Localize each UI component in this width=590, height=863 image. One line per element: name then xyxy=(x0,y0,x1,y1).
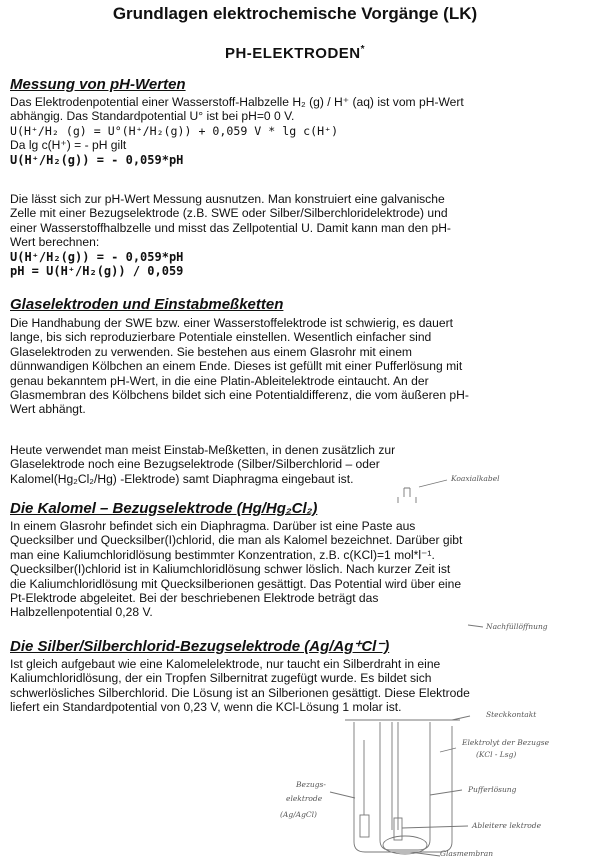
text-line: Zelle mit einer Bezugselektrode (z.B. SWE oder Silber/Silberchloridelektrode) und xyxy=(10,206,448,221)
heading-kalomel: Die Kalomel – Bezugselektrode (Hg/Hg₂Cl₂) xyxy=(10,500,318,517)
text-line: Ist gleich aufgebaut wie eine Kalomelelektrode, nur taucht ein Silberdraht in eine xyxy=(10,657,441,671)
formula-line-bold: U(H⁺/H₂(g)) = - 0,059*pH xyxy=(10,152,184,167)
text-line: einer Wasserstoffhalbzelle und misst das Zellpotential U. Damit kann man den pH- xyxy=(10,220,451,235)
formula-line-bold: pH = U(H⁺/H₂(g)) / 0,059 xyxy=(10,264,184,279)
text-line: Halbzellenpotential 0,28 V. xyxy=(10,605,153,620)
text-line: Quecksilber und Quecksilber(I)chlorid, die man als Kalomel bezeichnet. Darüber gibt xyxy=(10,533,463,548)
text-line: Glasmembran des Kölbchens bildet sich eine Potentialdifferenz, die vom äußeren pH- xyxy=(10,388,469,403)
text-line: schwerlösliches Silberchlorid. Die Lösung ist an Silberionen gesättigt. Diese Elektrode xyxy=(10,685,470,700)
label-ableitelektrode: Ableitere lektrode xyxy=(472,821,542,830)
label-kcl: (KCl - Lsg) xyxy=(476,750,517,759)
text-line: Kalomel(Hg₂Cl₂/Hg) -Elektrode) samt Diaphragma eingebaut ist. xyxy=(10,471,354,486)
text-line: In einem Glasrohr befindet sich ein Diaphragma. Darüber ist eine Paste aus xyxy=(10,519,416,533)
label-line-koaxialkabel xyxy=(419,480,447,487)
heading-messung: Messung von pH-Werten xyxy=(10,76,186,93)
label-line-bezugs xyxy=(330,792,355,798)
text-line: Da lg c(H⁺) = - pH gilt xyxy=(10,138,127,153)
label-bezugs: Bezugs- xyxy=(296,780,326,789)
label-line-puffer xyxy=(430,790,462,795)
cable-stub xyxy=(404,488,410,497)
heading-glaselektroden: Glaselektroden und Einstabmeßketten xyxy=(10,296,284,313)
label-nachfuell: Nachfüllöffnung xyxy=(486,622,548,631)
text-line: Glaselektroden zu verwenden. Sie bestehen aus einem Glasrohr mit einem xyxy=(10,344,412,359)
text-line: Die lässt sich zur pH-Wert Messung ausnutzen. Man konstruiert eine galvanische xyxy=(10,192,445,206)
text-line: man eine Kaliumchloridlösung bestimmter Konzentration, z.B. c(KCl)=1 mol*l⁻¹. xyxy=(10,547,435,562)
label-line-elektrolyt xyxy=(440,748,456,752)
glass-bulb xyxy=(383,836,427,854)
label-line-ableit xyxy=(402,826,468,828)
text-line: Wert berechnen: xyxy=(10,235,100,250)
label-line-steckkontakt xyxy=(452,716,470,720)
label-agagcl: (Ag/AgCl) xyxy=(280,810,317,819)
subtitle-text: PH-ELEKTRODEN xyxy=(224,45,361,62)
text-line: dünnwandigen Kölbchen an einem Ende. Dieses ist gefüllt mit einer Pufferlösung mit xyxy=(10,359,463,374)
text-line: Die Handhabung der SWE bzw. einer Wasserstoffelektrode ist schwierig, es dauert xyxy=(10,316,453,330)
text-line: Heute verwendet man meist Einstab-Meßketten, in denen zusätzlich zur xyxy=(10,443,396,457)
subtitle-mark: * xyxy=(360,44,366,55)
cable-housing xyxy=(398,497,416,503)
heading-silber: Die Silber/Silberchlorid-Bezugselektrode (Ag/Ag⁺Cl⁻) xyxy=(10,638,390,655)
label-elektrolyt: Elektrolyt der Bezugse xyxy=(462,738,550,747)
label-line-nachfuell xyxy=(468,625,483,627)
label-glasmembran: Glasmembran xyxy=(440,849,494,858)
wire xyxy=(392,722,398,830)
text-line: Glaselektrode noch eine Bezugselektrode (Silber/Silberchlorid – oder xyxy=(10,457,380,472)
text-line: genau bekanntem pH-Wert, in die eine Platin-Ableitelektrode eintaucht. An der xyxy=(10,373,429,388)
page-title: Grundlagen elektrochemische Vorgänge (LK) xyxy=(112,4,478,23)
formula-line-bold: U(H⁺/H₂(g)) = - 0,059*pH xyxy=(10,249,184,264)
text-line: liefert ein Standardpotential von 0,23 V, wenn die KCl-Lösung 1 molar ist. xyxy=(10,700,402,715)
label-elektrode: elektrode xyxy=(286,794,323,803)
text-line: Pt-Elektrode abgeleitet. Bei der beschriebenen Elektrode beträgt das xyxy=(10,591,379,606)
text-line: Das Elektrodenpotential einer Wasserstoff-Halbzelle H₂ (g) / H⁺ (aq) ist vom pH-Wert xyxy=(10,95,464,109)
label-pufferloesung: Pufferlösung xyxy=(468,785,517,794)
inner-tube xyxy=(380,722,430,850)
label-koaxialkabel: Koaxialkabel xyxy=(451,474,500,483)
formula-line: U(H⁺/H₂ (g) = U°(H⁺/H₂(g)) + 0,059 V * lg c(H⁺) xyxy=(10,123,339,138)
text-line: Wert abhängt. xyxy=(10,402,86,417)
label-line-glasmembran xyxy=(410,852,440,856)
text-line: die Kaliumchloridlösung mit Quecksilberionen gesättigt. Das Potential wird über eine xyxy=(10,576,462,591)
label-steckkontakt: Steckkontakt xyxy=(486,710,537,719)
text-line: abhängig. Das Standardpotential U° ist bei pH=0 0 V. xyxy=(10,109,295,124)
text-line: Kaliumchloridlösung, der ein Tropfen Silbernitrat zugefügt wurde. Es bildet sich xyxy=(10,671,432,686)
text-line: lange, bis sich reproduzierbare Potentiale einstellen. Wesentlich einfacher sind xyxy=(10,330,432,345)
text-line: Quecksilber(I)chlorid ist in Kaliumchloridlösung schwer löslich. Nach kurzer Zeit ist xyxy=(10,562,451,577)
reference-tip xyxy=(360,815,369,837)
